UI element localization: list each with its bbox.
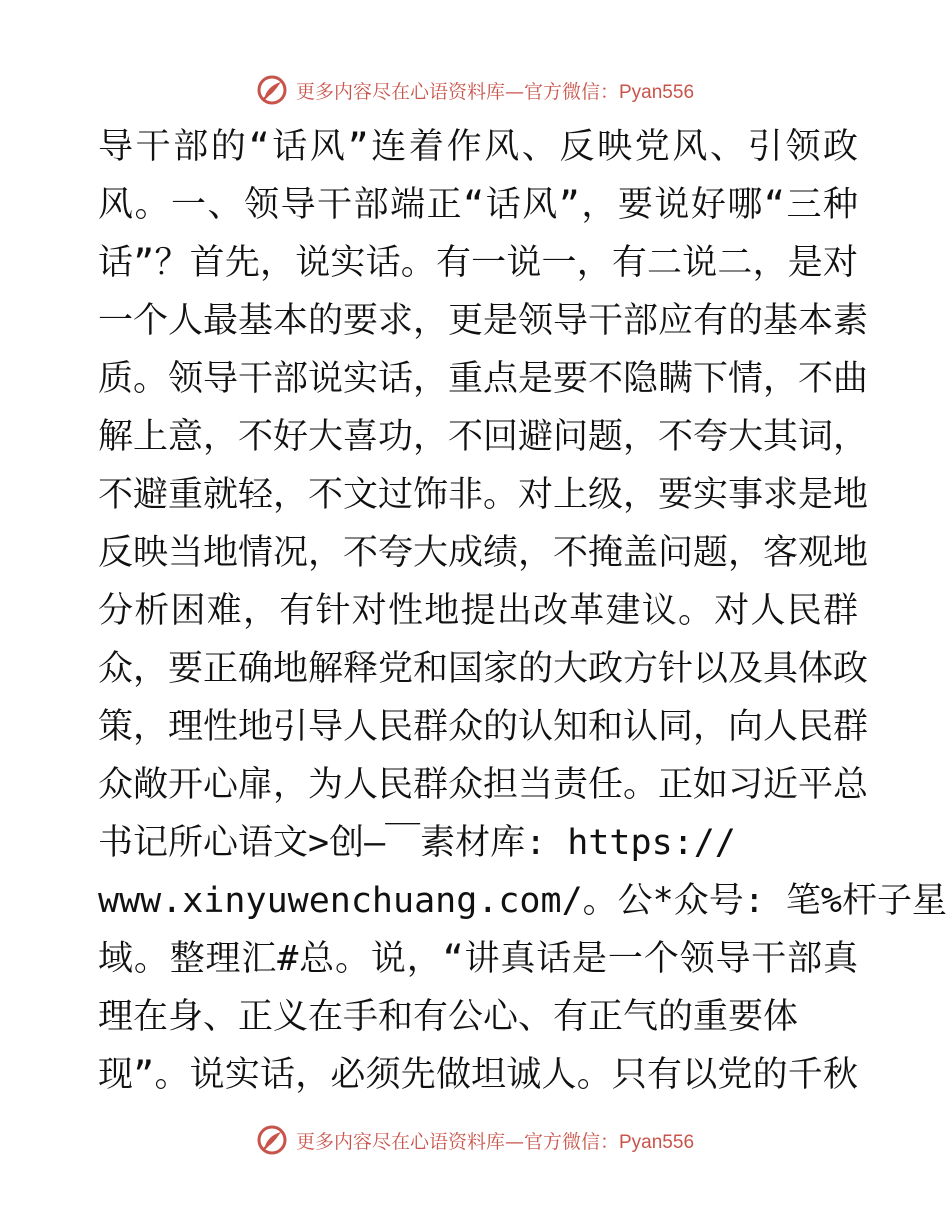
footer-banner <box>0 1120 950 1160</box>
footer-banner-account: Pyan556 <box>619 1131 695 1153</box>
text-line: 反映当地情况，不夸大成绩，不掩盖问题，客观地 <box>98 533 869 573</box>
text-line: 风。一、领导干部端正“话风”，要说好哪“三种 <box>98 185 858 225</box>
header-banner-label: 更多内容尽在心语资料库—官方微信： <box>295 80 619 103</box>
text-line: 分析困难，有针对性地提出改革建议。对人民群 <box>98 591 858 631</box>
text-line: 一个人最基本的要求，更是领导干部应有的基本素 <box>98 301 869 341</box>
text-line: 众敞开心扉，为人民群众担当责任。正如习近平总 <box>98 765 869 805</box>
footer-banner-label: 更多内容尽在心语资料库—官方微信： <box>295 1130 619 1153</box>
brand-logo-icon <box>256 1124 288 1156</box>
text-line: 现”。说实话，必须先做坦诚人。只有以党的千秋 <box>98 1055 858 1095</box>
body-text <box>98 118 947 1104</box>
text-line: 不避重就轻，不文过饰非。对上级，要实事求是地 <box>98 475 869 515</box>
text-line: 话”？首先，说实话。有一说一，有二说二，是对 <box>98 243 858 283</box>
text-line: 理在身、正义在手和有公心、有正气的重要体 <box>98 997 799 1037</box>
text-line: www.xinyuwenchuang.com/。公*众号: 笔%杆子星 <box>98 881 947 921</box>
text-line: 书记所心语文>创—￣素材库: https:// <box>98 823 736 863</box>
brand-logo-icon <box>256 74 288 106</box>
text-line: 解上意，不好大喜功，不回避问题，不夸大其词， <box>98 417 869 457</box>
header-banner <box>0 70 950 110</box>
text-line: 众，要正确地解释党和国家的大政方针以及具体政 <box>98 649 869 689</box>
header-banner-account: Pyan556 <box>619 81 695 103</box>
header-banner-text <box>296 77 694 104</box>
text-line: 导干部的“话风”连着作风、反映党风、引领政 <box>98 127 858 167</box>
text-line: 域。整理汇#总。说，“讲真话是一个领导干部真 <box>98 939 858 979</box>
text-line: 策，理性地引导人民群众的认知和认同，向人民群 <box>98 707 869 747</box>
text-line: 质。领导干部说实话，重点是要不隐瞒下情，不曲 <box>98 359 869 399</box>
footer-banner-text <box>296 1127 694 1154</box>
